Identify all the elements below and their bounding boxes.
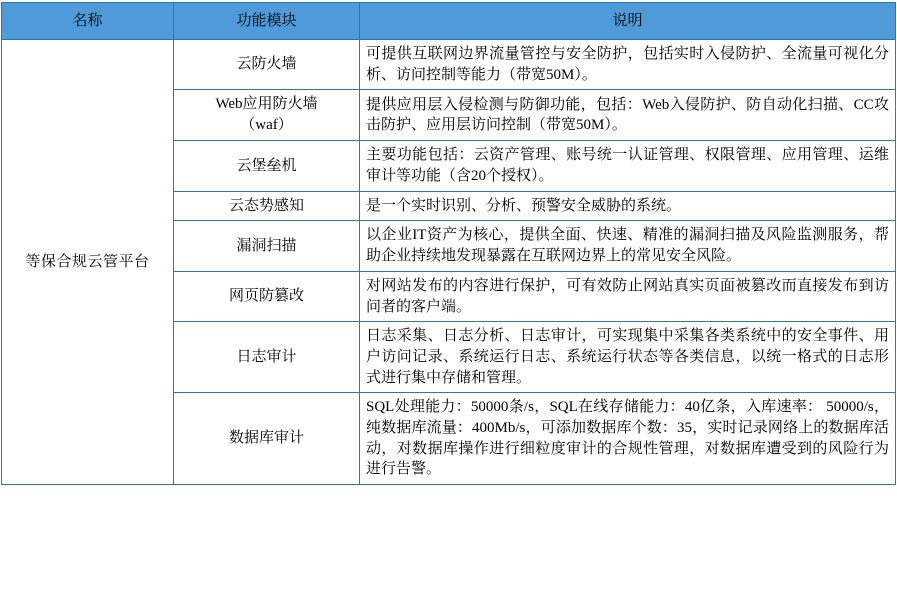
cell-module: 漏洞扫描 [174, 221, 360, 271]
cell-description: 以企业IT资产为核心，提供全面、快速、精准的漏洞扫描及风险监测服务，帮助企业持续地发现暴露在互联网边界上的常见安全风险。 [360, 221, 896, 271]
cell-module: 日志审计 [174, 322, 360, 393]
cell-description: SQL处理能力：50000条/s，SQL在线存储能力：40亿条，入库速率： 50000/s，纯数据库流量：400Mb/s，可添加数据库个数：35，实时记录网络上的数据库活动，对数据库操作进行细粒度审计的合规性管理，对数据库遭受到的风险行为进行告警。 [360, 393, 896, 485]
cell-module: 云防火墙 [174, 40, 360, 90]
spec-table [1, 2, 896, 485]
document-page [0, 2, 897, 612]
cell-description: 对网站发布的内容进行保护，可有效防止网站真实页面被篡改而直接发布到访问者的客户端。 [360, 271, 896, 321]
cell-module-line2: （waf） [240, 117, 293, 134]
table-header [2, 3, 896, 40]
column-header-module: 功能模块 [174, 3, 360, 40]
table-header-row [2, 3, 896, 40]
cell-description: 日志采集、日志分析、日志审计，可实现集中采集各类系统中的安全事件、用户访问记录、系统运行日志、系统运行状态等各类信息，以统一格式的日志形式进行集中存储和管理。 [360, 322, 896, 393]
cell-module: 网页防篡改 [174, 271, 360, 321]
cell-module [174, 90, 360, 141]
cell-description: 是一个实时识别、分析、预警安全威胁的系统。 [360, 191, 896, 221]
cell-module: 数据库审计 [174, 393, 360, 485]
column-header-name: 名称 [2, 3, 174, 40]
cell-module-line1: Web应用防火墙 [215, 96, 318, 113]
cell-description: 主要功能包括：云资产管理、账号统一认证管理、权限管理、应用管理、运维审计等功能（含20个授权）。 [360, 141, 896, 191]
cell-description: 可提供互联网边界流量管控与安全防护，包括实时入侵防护、全流量可视化分析、访问控制等能力（带宽50M）。 [360, 40, 896, 90]
cell-platform-name: 等保合规云管平台 [2, 40, 174, 485]
column-header-description: 说明 [360, 3, 896, 40]
cell-module: 云堡垒机 [174, 141, 360, 191]
cell-description: 提供应用层入侵检测与防御功能，包括：Web入侵防护、防自动化扫描、CC攻击防护、应用层访问控制（带宽50M）。 [360, 90, 896, 141]
table-body [2, 40, 896, 485]
table-row [2, 40, 896, 90]
cell-module: 云态势感知 [174, 191, 360, 221]
